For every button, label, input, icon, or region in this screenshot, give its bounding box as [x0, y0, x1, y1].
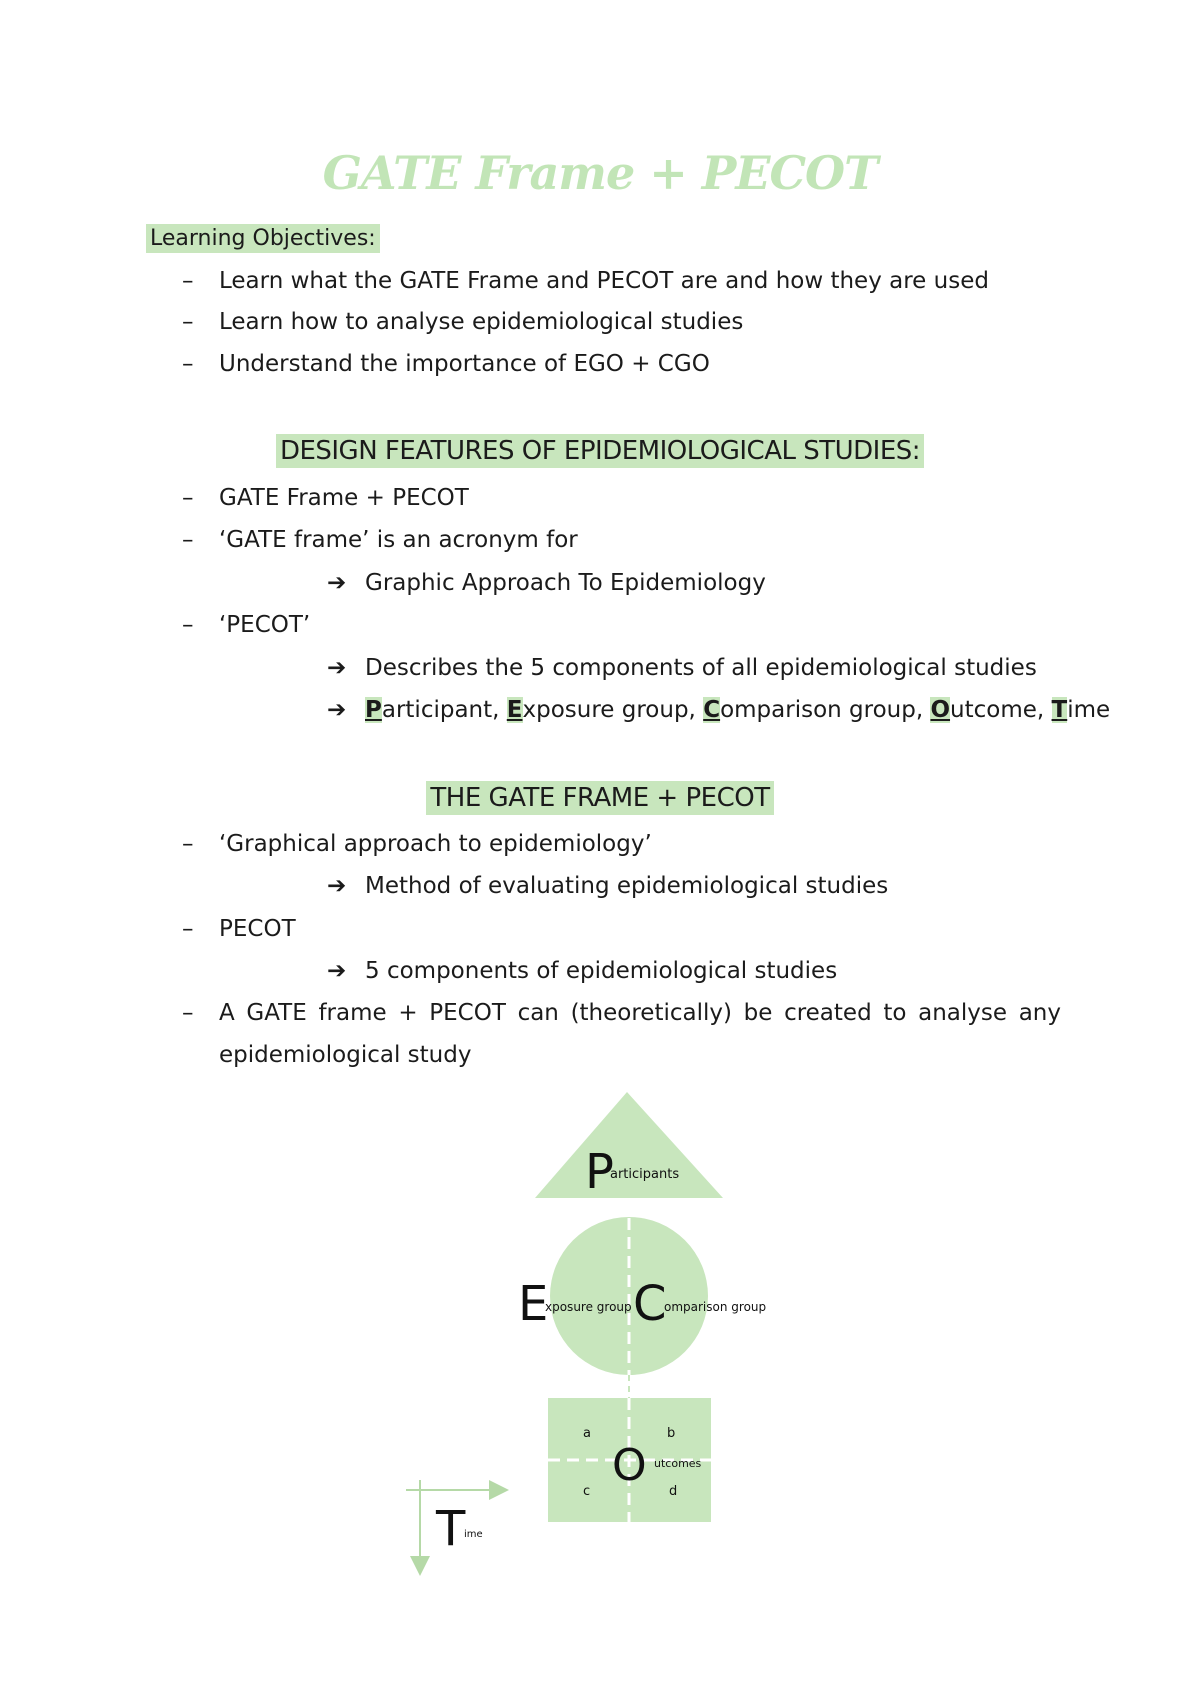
- pecot-rest-c: omparison group,: [720, 697, 924, 723]
- bullet-pecot: ‘PECOT’: [219, 612, 311, 638]
- pecot-rest-o: utcome,: [950, 697, 1045, 723]
- pecot-initial-o: O: [930, 697, 951, 723]
- pecot-initial-c: C: [703, 697, 721, 723]
- word: can: [517, 1000, 559, 1026]
- exposure-label: xposure group: [545, 1300, 632, 1314]
- bullet-graphical-approach: ‘Graphical approach to epidemiology’: [219, 831, 652, 857]
- cell-a: a: [583, 1426, 591, 1441]
- bullet-gate-acronym: ‘GATE frame’ is an acronym for: [219, 527, 578, 553]
- word: analyse: [918, 1000, 1008, 1026]
- pecot-initial-e: E: [506, 697, 523, 723]
- heading-highlight: THE GATE FRAME + PECOT: [426, 781, 773, 815]
- word: +: [398, 1000, 418, 1026]
- page-title: GATE Frame + PECOT: [322, 146, 878, 200]
- word: be: [743, 1000, 773, 1026]
- time-initial: T: [436, 1501, 466, 1557]
- bullet-dash: –: [182, 527, 194, 553]
- pecot-rest-t: ime: [1067, 697, 1111, 723]
- sub-pecot-describes: Describes the 5 components of all epidemiological studies: [365, 655, 1037, 681]
- word: GATE: [246, 1000, 307, 1026]
- word: PECOT: [429, 1000, 506, 1026]
- bullet-pecot-2: PECOT: [219, 916, 296, 942]
- bullet-dash: –: [182, 268, 194, 294]
- pecot-initial-p: P: [365, 697, 382, 723]
- sub-five-components: 5 components of epidemiological studies: [365, 958, 838, 984]
- pecot-rest-e: xposure group,: [522, 697, 696, 723]
- arrow-icon: ➔: [327, 873, 347, 899]
- bullet-dash: –: [182, 351, 194, 377]
- pecot-initial-t: T: [1051, 697, 1068, 723]
- sub-gate-meaning: Graphic Approach To Epidemiology: [365, 570, 766, 596]
- comparison-initial: C: [633, 1276, 667, 1332]
- exposure-initial: E: [518, 1276, 549, 1332]
- comparison-label: omparison group: [664, 1300, 767, 1314]
- cell-b: b: [667, 1426, 676, 1441]
- time-label: ime: [464, 1529, 483, 1540]
- bullet-dash: –: [182, 831, 194, 857]
- arrow-icon: ➔: [327, 655, 347, 681]
- heading-highlight: DESIGN FEATURES OF EPIDEMIOLOGICAL STUDIES:: [276, 434, 924, 468]
- outcomes-initial: O: [612, 1440, 647, 1491]
- participants-label: articipants: [610, 1167, 680, 1182]
- cell-c: c: [583, 1484, 591, 1499]
- bullet-dash: –: [182, 485, 194, 511]
- word: (theoretically): [570, 1000, 732, 1026]
- outcomes-label: utcomes: [654, 1457, 702, 1470]
- arrow-icon: ➔: [327, 958, 347, 984]
- word: any: [1018, 1000, 1061, 1026]
- bullet-dash: –: [182, 916, 194, 942]
- participants-initial: P: [585, 1144, 614, 1200]
- participants-triangle: [535, 1092, 723, 1198]
- bullet-dash: –: [182, 309, 194, 335]
- bullet-dash: –: [182, 612, 194, 638]
- pecot-rest-p: articipant,: [381, 697, 500, 723]
- word: created: [784, 1000, 872, 1026]
- cell-d: d: [669, 1484, 678, 1499]
- word: to: [883, 1000, 907, 1026]
- sub-method: Method of evaluating epidemiological studies: [365, 873, 889, 899]
- objective-1: Learn what the GATE Frame and PECOT are and how they are used: [219, 268, 989, 294]
- arrow-icon: ➔: [327, 570, 347, 596]
- bullet-gate-pecot: GATE Frame + PECOT: [219, 485, 469, 511]
- objective-2: Learn how to analyse epidemiological studies: [219, 309, 744, 335]
- arrow-icon: ➔: [327, 697, 347, 723]
- bullet-gate-analyse-cont: epidemiological study: [219, 1042, 472, 1068]
- bullet-dash: –: [182, 1000, 194, 1026]
- word: A: [219, 1000, 235, 1026]
- learning-objectives-highlight: Learning Objectives:: [146, 224, 380, 253]
- word: frame: [318, 1000, 387, 1026]
- objective-3: Understand the importance of EGO + CGO: [219, 351, 710, 377]
